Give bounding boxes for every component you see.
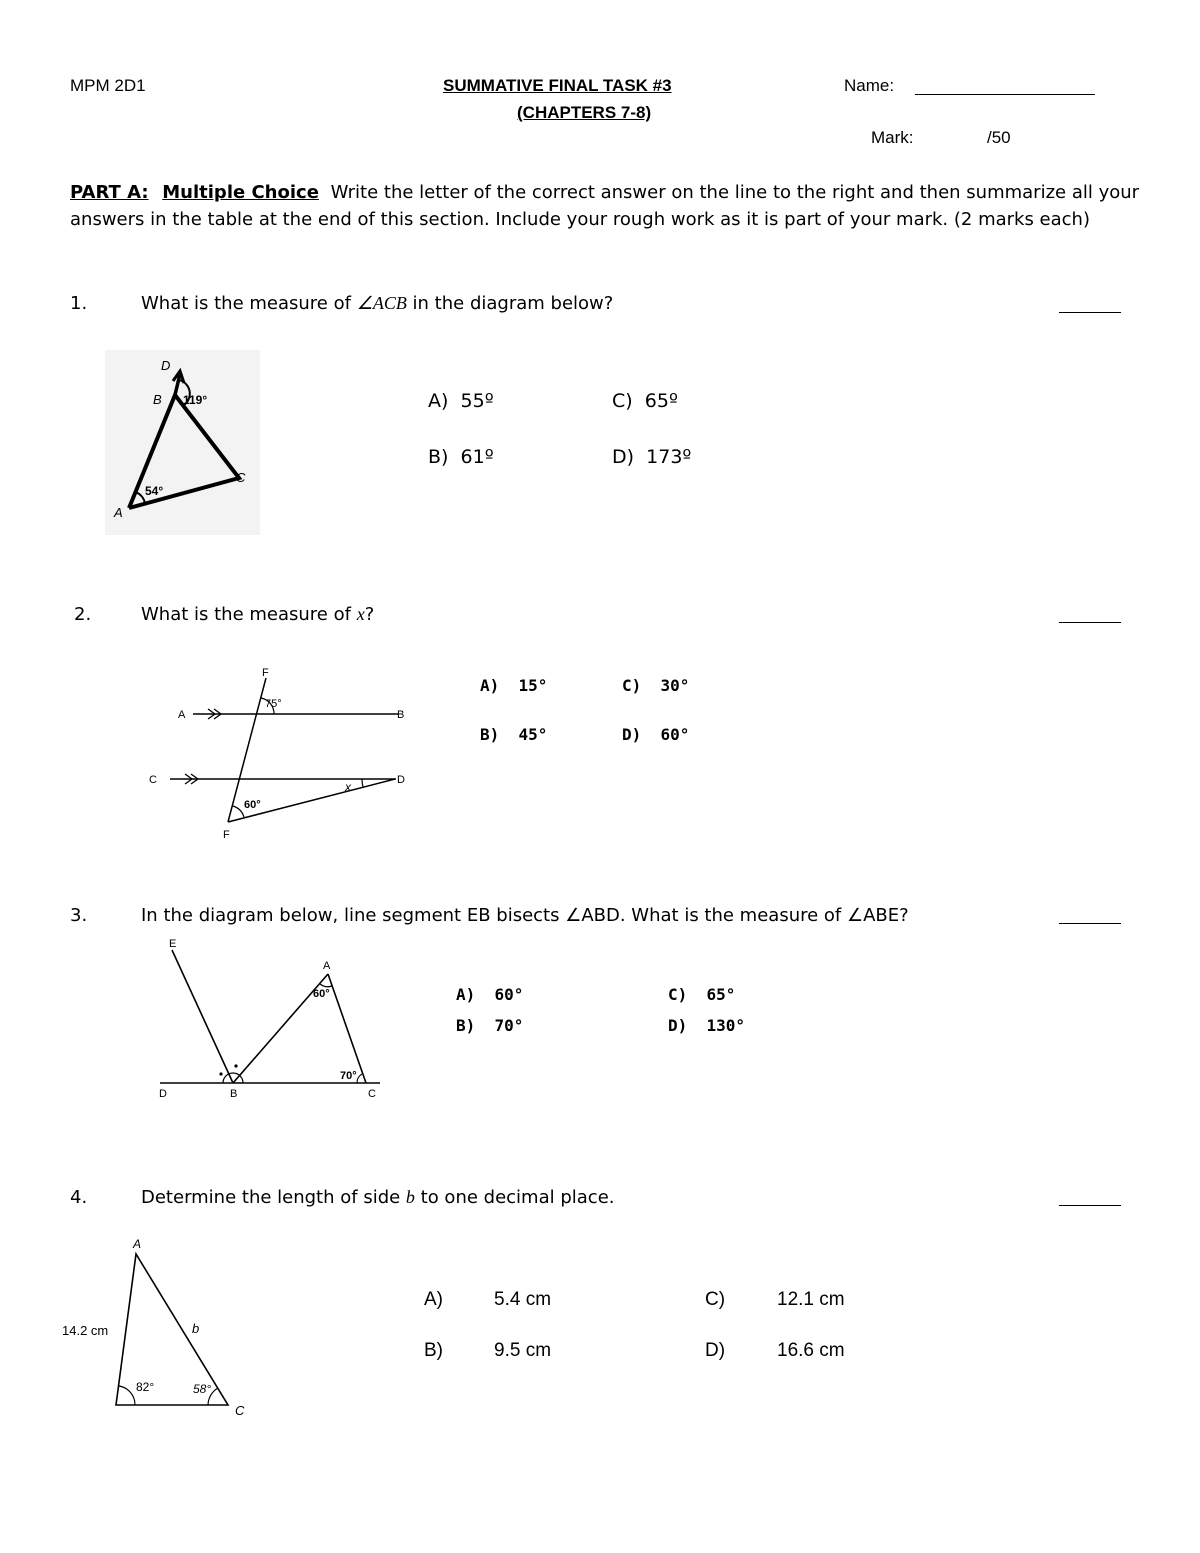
label-d: D [159,1088,167,1100]
label-c: C [235,1403,245,1418]
document-title: SUMMATIVE FINAL TASK #3 [443,76,672,95]
question-1-text-after: in the diagram below? [406,293,614,314]
ray-be [172,950,233,1083]
label-b-side: b [192,1321,200,1336]
label-e: E [169,938,177,950]
label-f: F [223,829,230,841]
question-3-text: In the diagram below, line segment EB bisects ∠ABD. What is the measure of ∠ABE? [141,905,909,926]
label-119: 119° [183,393,208,407]
question-4-option-a-letter[interactable]: A) [424,1289,443,1310]
question-2-text-after: ? [364,604,375,625]
question-1-option-d[interactable]: D) 173º [612,446,692,468]
question-1-option-b[interactable]: B) 61º [428,446,494,468]
label-side-c: 14.2 cm [62,1323,109,1338]
question-1-text-before: What is the measure of [141,293,357,314]
question-4-text-before: Determine the length of side [141,1187,406,1208]
document-subtitle: (CHAPTERS 7-8) [517,103,652,122]
question-4-option-d-value[interactable]: 16.6 cm [777,1340,845,1361]
label-d: D [161,358,171,373]
question-3-option-b[interactable]: B) 70° [456,1016,524,1035]
question-3-number: 3. [70,905,88,926]
question-1-math: ∠ACB [356,293,407,313]
triangle-abc [116,1254,228,1405]
question-4-answer-line[interactable] [1059,1205,1121,1206]
label-70: 70° [340,1070,357,1082]
question-1-text [141,293,613,314]
label-82: 82° [136,1380,155,1394]
question-2-option-c[interactable]: C) 30° [622,676,690,695]
angle-arc-a [320,984,332,987]
mark-total: /50 [987,128,1011,147]
question-3-answer-line[interactable] [1059,923,1121,924]
question-4-option-b-value[interactable]: 9.5 cm [494,1340,552,1361]
angle-arc-60 [233,806,244,817]
label-58: 58° [193,1382,212,1396]
question-4-option-b-letter[interactable]: B) [424,1340,443,1361]
mark-label: Mark: [871,128,914,147]
label-a: A [178,709,186,721]
question-2-option-b[interactable]: B) 45° [480,725,548,744]
question-1-option-a[interactable]: A) 55º [428,390,494,412]
segment-ac [328,974,366,1083]
label-b: B [397,709,405,721]
question-1-diagram [105,350,260,535]
question-2-diagram [140,660,420,845]
question-3-option-a[interactable]: A) 60° [456,985,524,1004]
label-60: 60° [313,988,330,1000]
question-1-option-c[interactable]: C) 65º [612,390,678,412]
label-b: B [153,392,162,407]
label-c: C [149,774,157,786]
part-a-heading: PART A: [70,182,149,203]
label-c: C [236,470,246,485]
course-code: MPM 2D1 [70,76,146,95]
name-label: Name: [844,76,895,95]
question-4-option-d-letter[interactable]: D) [705,1340,726,1361]
label-e: F [262,667,269,679]
label-60: 60° [244,799,261,811]
question-3-diagram [150,935,390,1105]
question-3-option-c[interactable]: C) 65° [668,985,736,1004]
label-b: B [230,1088,238,1100]
question-4-option-c-letter[interactable]: C) [705,1289,726,1310]
question-4-diagram [60,1232,260,1422]
angle-arc-c [357,1074,362,1083]
question-4-number: 4. [70,1187,88,1208]
name-field-line[interactable] [915,94,1095,95]
label-75: 75° [265,698,282,710]
label-a: A [133,1237,142,1251]
part-a-instructions-line2: answers in the table at the end of this section. Include your rough work as it is part of your mark. (2 marks each) [70,209,1090,230]
question-2-text [141,604,374,625]
label-c: C [368,1088,376,1100]
part-a-instructions-line1: Write the letter of the correct answer on the line to the right and then summarize all your [330,182,1140,203]
question-2-option-a[interactable]: A) 15° [480,676,548,695]
question-1-answer-line[interactable] [1059,312,1121,313]
label-54: 54° [145,484,164,498]
question-3-option-d[interactable]: D) 130° [668,1016,746,1035]
label-a: A [114,505,123,520]
question-2-math: x [356,604,365,624]
label-x: x [345,780,351,794]
part-a-instructions [70,182,1170,203]
question-4-math: b [405,1187,415,1207]
angle-arc-b [119,1386,135,1405]
question-4-text-after: to one decimal place. [414,1187,615,1208]
angle-arc-x [362,779,363,787]
question-4-option-a-value[interactable]: 5.4 cm [494,1289,552,1310]
question-4-option-c-value[interactable]: 12.1 cm [777,1289,845,1310]
label-d: D [397,774,405,786]
question-2-number: 2. [74,604,92,625]
label-a: A [323,960,331,972]
question-2-answer-line[interactable] [1059,622,1121,623]
question-1-number: 1. [70,293,88,314]
question-2-option-d[interactable]: D) 60° [622,725,690,744]
part-a-topic: Multiple Choice [162,182,319,203]
question-2-text-before: What is the measure of [141,604,357,625]
question-4-text [141,1187,615,1208]
